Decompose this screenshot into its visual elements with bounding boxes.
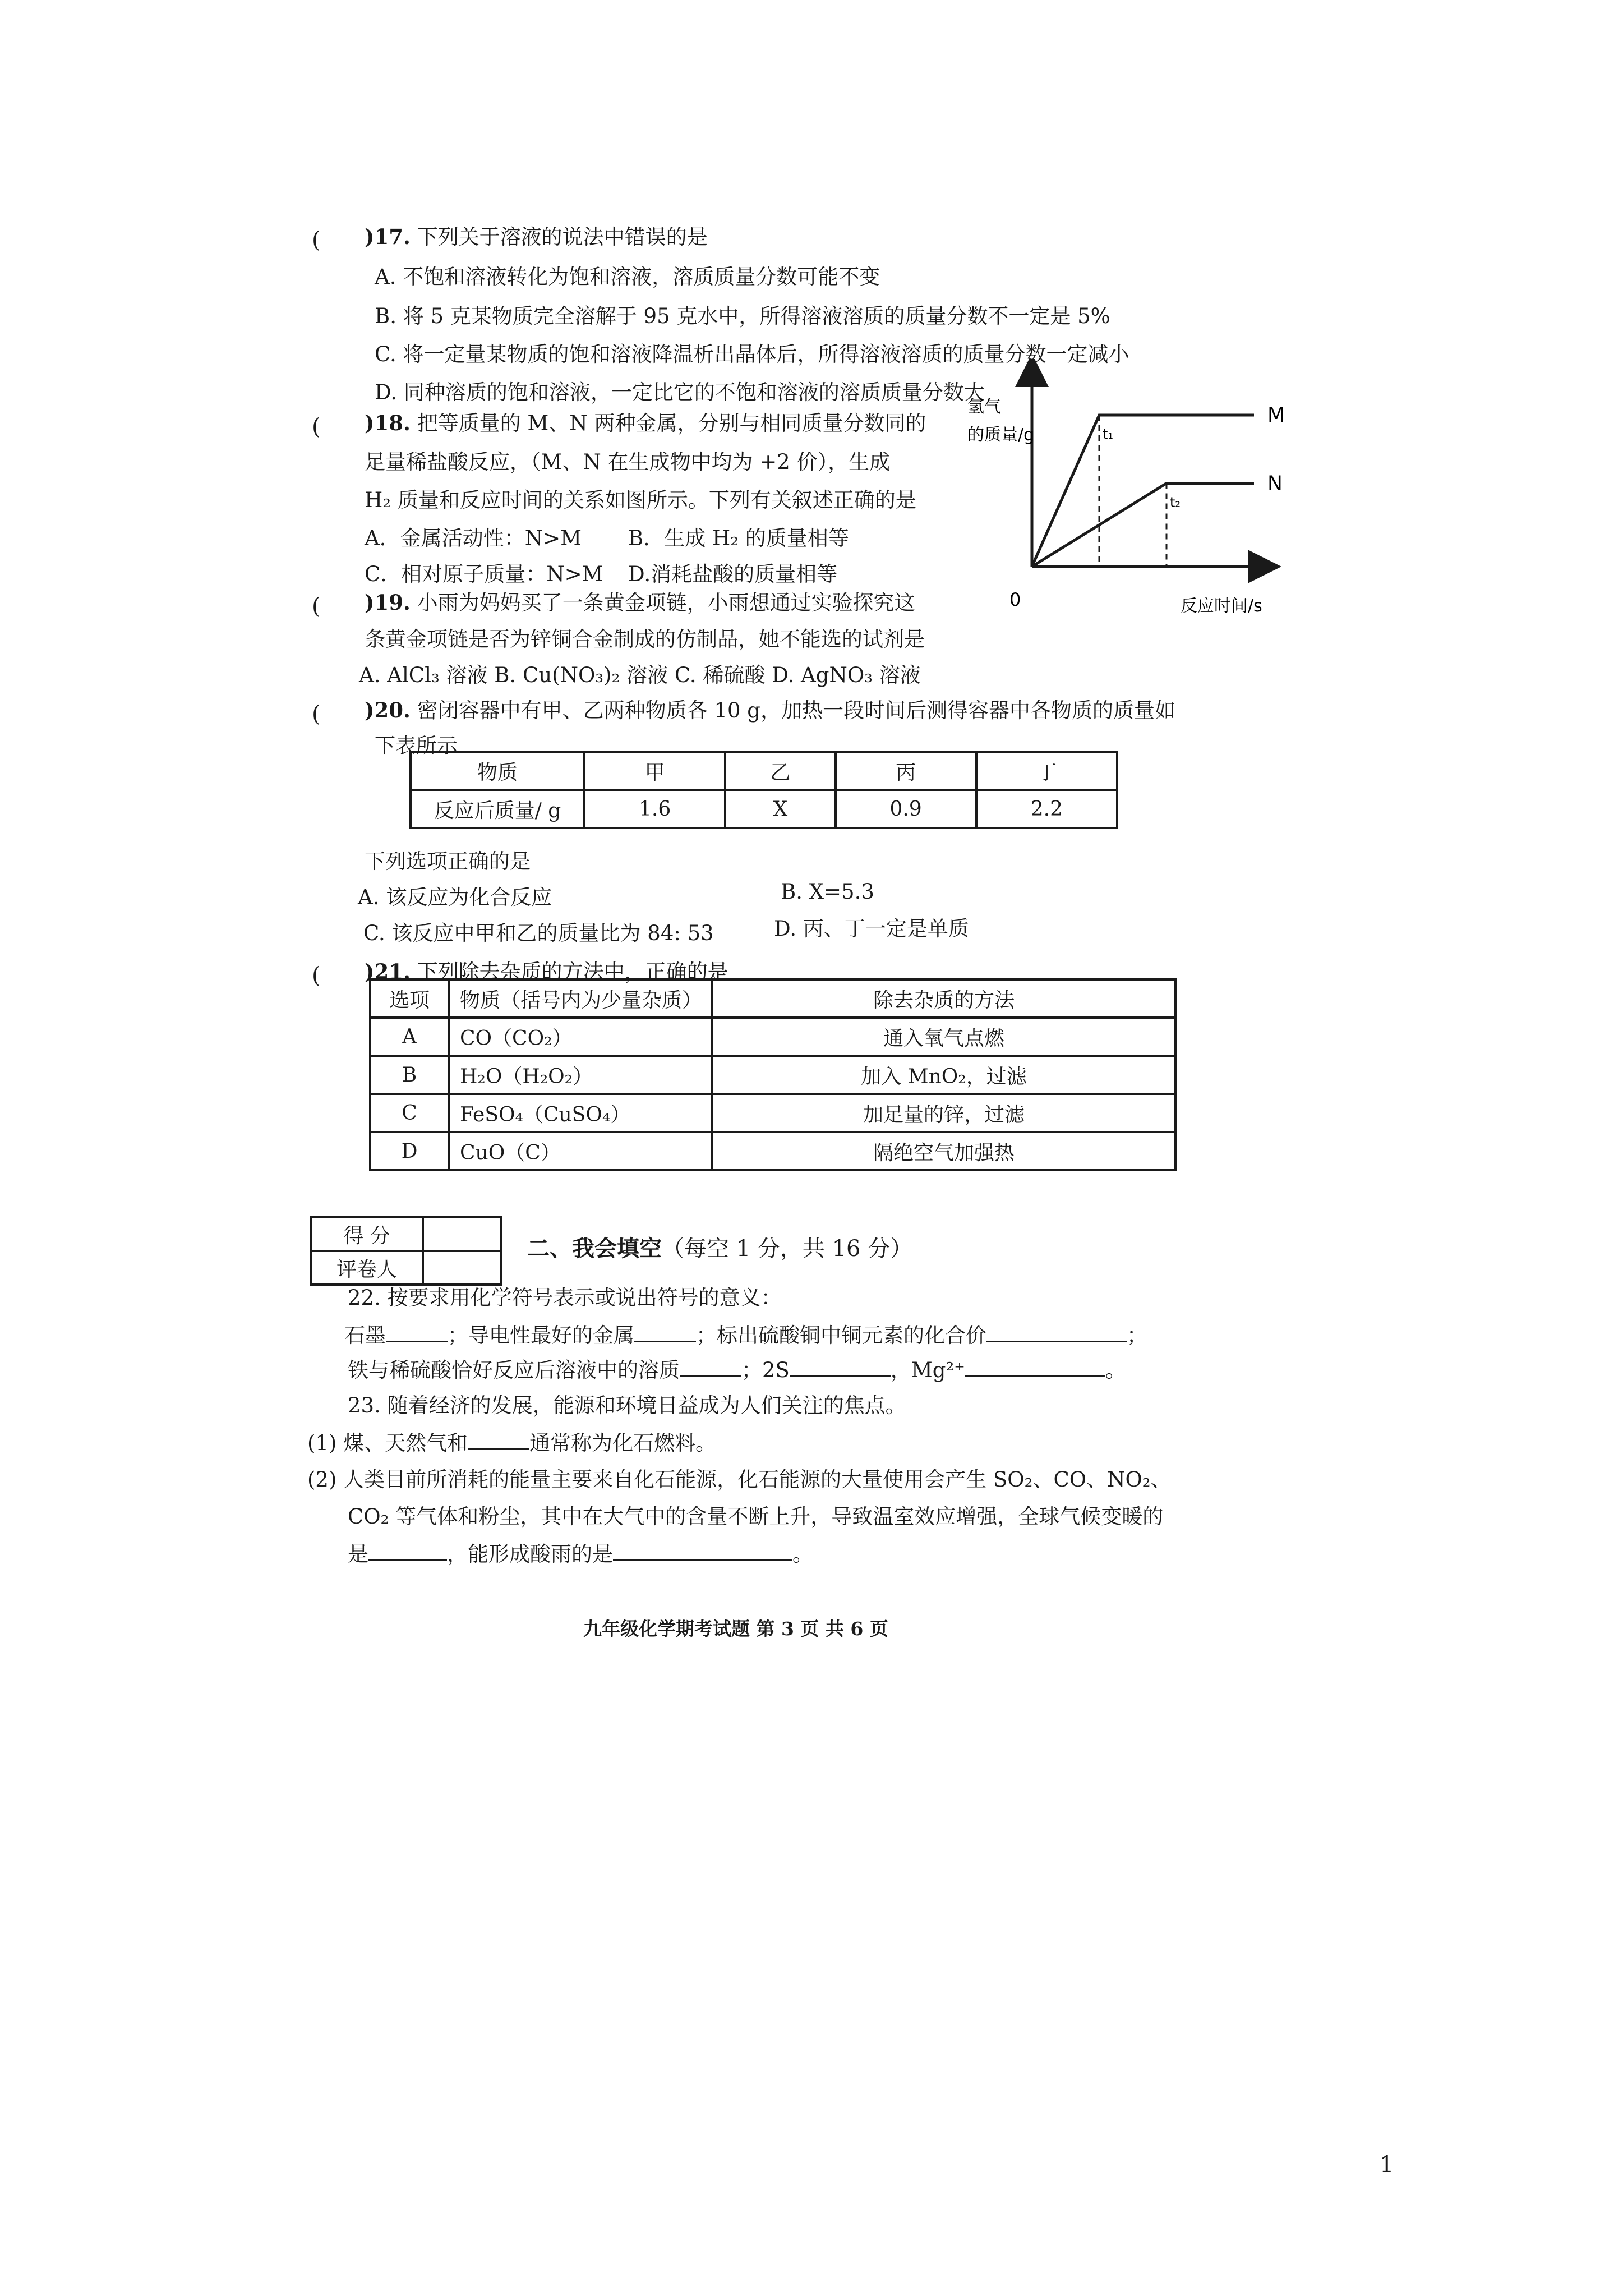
answer-paren: ( bbox=[312, 963, 321, 988]
table-cell: A bbox=[370, 1018, 449, 1056]
table-cell: C bbox=[370, 1094, 449, 1132]
q18-number: )18. bbox=[365, 411, 411, 435]
q20-table bbox=[409, 751, 1118, 829]
q20-option-b: B. X=5.3 bbox=[781, 880, 874, 904]
table-row bbox=[370, 1094, 1175, 1132]
q22-stem: 22. 按要求用化学符号表示或说出符号的意义： bbox=[348, 1286, 782, 1310]
answer-blank[interactable] bbox=[634, 1322, 696, 1342]
table-header-cell: 除去杂质的方法 bbox=[712, 979, 1175, 1018]
q19-line2: 条黄金项链是否为锌铜合金制成的仿制品，她不能选的试剂是 bbox=[365, 627, 925, 651]
q23-part1-text-a: (1) 煤、天然气和 bbox=[307, 1431, 468, 1455]
table-row bbox=[370, 1056, 1175, 1094]
table-cell: X bbox=[725, 790, 835, 828]
q19-options: A. AlCl₃ 溶液 B. Cu(NO₃)₂ 溶液 C. 稀硫酸 D. AgNO₃ 溶液 bbox=[359, 663, 921, 687]
q18-text1: 把等质量的 M、N 两种金属，分别与相同质量分数同的 bbox=[417, 411, 926, 435]
q20-option-a: A. 该反应为化合反应 bbox=[358, 885, 552, 909]
series-line-N bbox=[1032, 484, 1254, 567]
q23-part2-text-c: 。 bbox=[792, 1542, 813, 1566]
table-row bbox=[311, 1251, 501, 1285]
q17-question: 下列关于溶液的说法中错误的是 bbox=[417, 225, 708, 249]
series-label-M: M bbox=[1267, 404, 1285, 427]
table-header-row bbox=[411, 752, 1117, 790]
y-axis-label-1: 氢气 bbox=[967, 397, 1001, 417]
q18-line3: H₂ 质量和反应时间的关系如图所示。下列有关叙述正确的是 bbox=[365, 488, 916, 512]
score-box bbox=[310, 1216, 502, 1286]
table-cell: CuO（C） bbox=[449, 1132, 712, 1170]
score-value-cell bbox=[423, 1217, 501, 1251]
answer-blank[interactable] bbox=[613, 1540, 792, 1561]
hydrogen-mass-chart bbox=[953, 359, 1290, 628]
q20-line2: 下表所示 bbox=[375, 734, 458, 758]
q23-part2-text-a: 是 bbox=[348, 1542, 368, 1566]
q22-line2 bbox=[348, 1356, 1126, 1384]
table-cell: H₂O（H₂O₂） bbox=[449, 1056, 712, 1094]
q20-text1: 密闭容器中有甲、乙两种物质各 10 g，加热一段时间后测得容器中各物质的质量如 bbox=[417, 698, 1175, 723]
answer-blank[interactable] bbox=[468, 1429, 529, 1450]
q23-stem: 23. 随着经济的发展，能源和环境日益成为人们关注的焦点。 bbox=[348, 1393, 906, 1418]
q21-number: )21. bbox=[365, 959, 411, 984]
q17-number: )17. bbox=[365, 224, 411, 249]
q20-option-c: C. 该反应中甲和乙的质量比为 84: 53 bbox=[363, 921, 714, 945]
q23-part2-line1: (2) 人类目前所消耗的能量主要来自化石能源，化石能源的大量使用会产生 SO₂、CO、NO₂、 bbox=[307, 1467, 1172, 1492]
q22-graphite-label: 石墨 bbox=[344, 1323, 386, 1347]
table-cell: 通入氧气点燃 bbox=[712, 1018, 1175, 1056]
q22-mg-label: ，Mg²⁺ bbox=[890, 1358, 965, 1382]
q21-table bbox=[369, 978, 1177, 1171]
answer-paren: ( bbox=[312, 593, 321, 619]
q20-line1 bbox=[365, 697, 1175, 724]
q22-solute-label: 铁与稀硫酸恰好反应后溶液中的溶质 bbox=[348, 1358, 680, 1382]
score-label: 得 分 bbox=[311, 1217, 423, 1251]
answer-blank[interactable] bbox=[386, 1322, 448, 1342]
table-header-cell: 物质（括号内为少量杂质） bbox=[449, 979, 712, 1018]
q22-valence-label: ；标出硫酸铜中铜元素的化合价 bbox=[696, 1323, 986, 1347]
table-cell: 加入 MnO₂，过滤 bbox=[712, 1056, 1175, 1094]
q23-part2-text-b: ，能形成酸雨的是 bbox=[447, 1542, 613, 1566]
grader-label: 评卷人 bbox=[311, 1251, 423, 1285]
series-label-N: N bbox=[1267, 472, 1283, 495]
q17-option-d: D. 同种溶质的饱和溶液，一定比它的不饱和溶液的溶质质量分数大 bbox=[375, 380, 985, 404]
q22-line1 bbox=[344, 1322, 1147, 1349]
q20-number: )20. bbox=[365, 698, 411, 723]
table-header-cell: 选项 bbox=[370, 979, 449, 1018]
table-cell: FeSO₄（CuSO₄） bbox=[449, 1094, 712, 1132]
section-title bbox=[527, 1231, 912, 1263]
table-cell: 0.9 bbox=[836, 790, 976, 828]
table-cell: 2.2 bbox=[976, 790, 1117, 828]
answer-blank[interactable] bbox=[790, 1356, 891, 1377]
q19-number: )19. bbox=[365, 590, 411, 615]
answer-blank[interactable] bbox=[986, 1322, 1127, 1342]
table-row bbox=[370, 1018, 1175, 1056]
q19-line1 bbox=[365, 589, 915, 616]
table-cell: 隔绝空气加强热 bbox=[712, 1132, 1175, 1170]
table-cell: B bbox=[370, 1056, 449, 1094]
q23-part2-line2: CO₂ 等气体和粉尘，其中在大气中的含量不断上升，导致温室效应增强，全球气候变暖的 bbox=[348, 1504, 1164, 1529]
q20-option-d: D. 丙、丁一定是单质 bbox=[774, 917, 969, 941]
section-heading: 二、我会填空 bbox=[527, 1235, 662, 1262]
table-header-cell: 甲 bbox=[584, 752, 725, 790]
q23-part1-text-b: 通常称为化石燃料。 bbox=[529, 1431, 717, 1455]
table-row bbox=[370, 1132, 1175, 1170]
table-row bbox=[411, 790, 1117, 828]
q18-line1 bbox=[365, 409, 926, 437]
q17-option-b: B. 将 5 克某物质完全溶解于 95 克水中，所得溶液溶质的质量分数不一定是 5% bbox=[375, 304, 1110, 328]
q18-line2: 足量稀盐酸反应，（M、N 在生成物中均为 +2 价），生成 bbox=[365, 450, 891, 474]
x-axis-label: 反应时间/s bbox=[1181, 596, 1262, 616]
answer-paren: ( bbox=[312, 414, 321, 440]
q17-option-a: A. 不饱和溶液转化为饱和溶液，溶质质量分数可能不变 bbox=[375, 265, 880, 289]
answer-paren: ( bbox=[312, 701, 321, 727]
page-footer: 九年级化学期考试题 第 3 页 共 6 页 bbox=[583, 1618, 888, 1640]
table-header-cell: 丁 bbox=[976, 752, 1117, 790]
q19-text1: 小雨为妈妈买了一条黄金项链，小雨想通过实验探究这 bbox=[417, 591, 915, 615]
q18-option-d: D.消耗盐酸的质量相等 bbox=[628, 562, 838, 586]
table-row bbox=[311, 1217, 501, 1251]
series-line-M bbox=[1032, 415, 1254, 567]
answer-blank[interactable] bbox=[965, 1356, 1105, 1377]
q18-option-b: B．生成 H₂ 的质量相等 bbox=[628, 526, 849, 550]
q18-option-c: C．相对原子质量：N>M bbox=[365, 562, 603, 586]
table-header-row bbox=[370, 979, 1175, 1018]
q17-stem bbox=[365, 223, 708, 251]
q23-part2-line3 bbox=[348, 1540, 813, 1568]
x-tick-label: t₂ bbox=[1170, 494, 1181, 510]
answer-blank[interactable] bbox=[680, 1356, 741, 1377]
q22-separator: ； bbox=[1127, 1323, 1147, 1347]
y-axis-label-2: 的质量/g bbox=[967, 425, 1035, 445]
table-header-cell: 乙 bbox=[725, 752, 835, 790]
grader-value-cell bbox=[423, 1251, 501, 1285]
q17-option-c: C. 将一定量某物质的饱和溶液降温析出晶体后，所得溶液溶质的质量分数一定减小 bbox=[375, 342, 1129, 366]
q22-2s-label: ；2S bbox=[741, 1358, 790, 1382]
table-header-cell: 物质 bbox=[411, 752, 584, 790]
q22-end: 。 bbox=[1105, 1358, 1126, 1382]
table-cell: 1.6 bbox=[584, 790, 725, 828]
q18-option-a: A．金属活动性：N>M bbox=[365, 526, 582, 550]
table-cell: D bbox=[370, 1132, 449, 1170]
table-header-cell: 丙 bbox=[836, 752, 976, 790]
page-number: 1 bbox=[1380, 2152, 1394, 2178]
q21-question: 下列除去杂质的方法中，正确的是 bbox=[417, 960, 728, 984]
answer-paren: ( bbox=[312, 227, 321, 253]
q20-prompt: 下列选项正确的是 bbox=[365, 849, 531, 873]
table-cell: 加足量的锌，过滤 bbox=[712, 1094, 1175, 1132]
table-cell: CO（CO₂） bbox=[449, 1018, 712, 1056]
origin-label: 0 bbox=[1009, 589, 1021, 610]
x-tick-label: t₁ bbox=[1103, 426, 1114, 442]
answer-blank[interactable] bbox=[368, 1540, 447, 1561]
section-scoring-note: （每空 1 分，共 16 分） bbox=[662, 1236, 913, 1262]
q23-part1 bbox=[307, 1429, 716, 1457]
table-cell: 反应后质量/ g bbox=[411, 790, 584, 828]
q22-metal-label: ；导电性最好的金属 bbox=[448, 1323, 634, 1347]
